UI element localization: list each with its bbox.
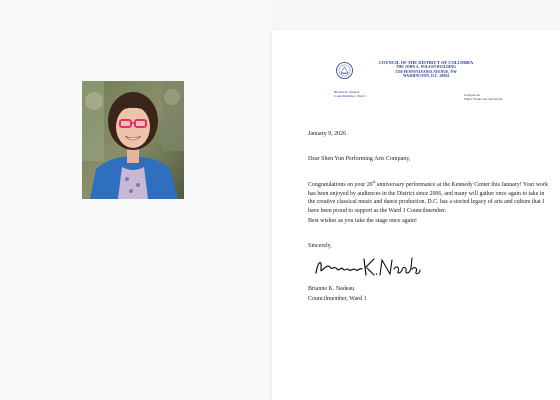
letter-salutation: Dear Shen Yun Performing Arts Company,: [308, 156, 411, 162]
body-text-part-2: anniversary performance at the Kennedy Center this January! Your work has been enjoyed by audiences in the District since 2006, and many will gather once again to take in the creative classical music and dance production. D.C. has a storied legacy of arts and culture that I have been proud to support as the Ward 1 Councilmember.: [308, 182, 549, 214]
letterhead-city: WASHINGTON, D.C. 20004: [403, 74, 449, 79]
letter-date: January 9, 2026: [308, 131, 347, 137]
dc-council-seal-icon: [336, 62, 353, 79]
letter-page: [272, 30, 560, 400]
ordinal-superscript: th: [372, 180, 376, 185]
letterhead-left-block: [334, 90, 366, 98]
letterhead-right-committee: Public Works and Operations: [464, 97, 503, 102]
letterhead-street: 1350 PENNSYLVANIA AVENUE, NW: [395, 69, 457, 74]
letterhead-right-title: Chairperson: [464, 93, 481, 97]
signer-title: Councilmember, Ward 1: [308, 296, 367, 302]
signer-name: Brianne K. Nadeau: [308, 286, 355, 292]
letter-closing: Sincerely,: [308, 243, 332, 249]
letter-best-wishes: Best wishes as you take the stage once again!: [308, 218, 417, 224]
letterhead-right-block: [464, 93, 503, 101]
letterhead-address-block: [374, 61, 478, 79]
councilmember-portrait-photo: [82, 81, 184, 199]
letterhead-building: THE JOHN A. WILSON BUILDING: [395, 65, 457, 70]
left-panel: [0, 0, 272, 400]
letterhead-left-name: Brianne K. Nadeau: [334, 90, 360, 94]
body-text-part-1: Congratulations on your 20: [308, 182, 373, 188]
letterhead-left-title: Councilmember, Ward 1: [334, 94, 367, 99]
letterhead-organization: COUNCIL OF THE DISTRICT OF COLUMBIA: [378, 60, 474, 65]
handwritten-signature: [312, 255, 422, 279]
letter-body-paragraph: [308, 181, 548, 215]
